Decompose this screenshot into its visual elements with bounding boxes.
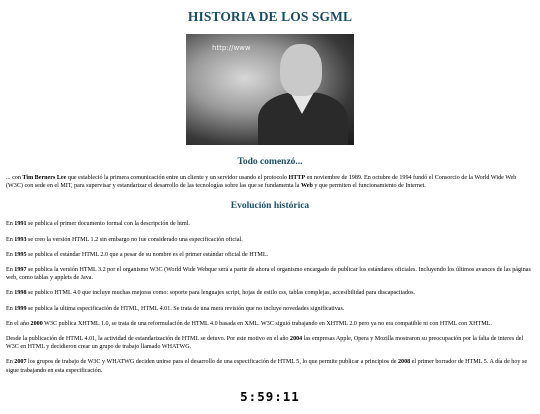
- history-text: En: [6, 221, 15, 228]
- history-year: 2004: [290, 336, 303, 343]
- intro-bold-web: Web: [300, 183, 313, 190]
- history-item: [6, 236, 534, 244]
- digital-clock: 5:59:11: [240, 388, 300, 404]
- history-year: 1998: [14, 290, 27, 297]
- history-heading: Evolución histórica: [230, 201, 310, 212]
- intro-heading: Todo comenzó...: [237, 157, 303, 167]
- intro-bold-protocol: HTTP: [288, 175, 306, 181]
- history-text: En: [6, 251, 15, 258]
- intro-paragraph: [6, 174, 534, 190]
- tim-berners-lee-photo: [186, 34, 354, 145]
- history-text: el primer borrador de HTML 5. A día de hoy se sigue trabajando en esta especificación.: [6, 359, 528, 374]
- history-item: [6, 251, 534, 259]
- history-text: las empresas Apple, Opera y Mozilla mostraron su preocupación por la falta de interes del W3C en HTML y decidieron crear un grupo de trabajo llamado WHATWG.: [6, 336, 524, 351]
- history-item: [6, 358, 534, 374]
- history-text: W3C publica XHTML 1.0, se trata de una reformulación de HTML 4.0 basada en XML. W3C siguió trabajando en XHTML 2.0 pero ya no era compatible ni con HTML con XHTML.: [42, 320, 492, 327]
- history-year: 2000: [30, 320, 43, 327]
- history-year: 1993: [14, 236, 27, 243]
- history-item: [6, 335, 534, 351]
- intro-text: en noviembre de 1989. En octubre de 1994 fundó el Consorcio de la World Wide Web (W3C) con sede en el MIT, para supervisar y estandarizar el desarrollo de las tecnologías sobre las que se fundamenta la: [6, 175, 517, 190]
- history-text: En: [6, 359, 15, 366]
- history-text: En: [6, 236, 15, 243]
- history-text: se publica la ultima especificación de HTML, HTML 4.01. Se trata de una mera revisión que no incluye novedades significativas.: [26, 305, 345, 312]
- intro-text: ... con: [6, 175, 23, 181]
- history-text: se publica el primer documento formal con la descripción de html.: [26, 221, 190, 228]
- history-text: los grupos de trabajo de W3C y WHATWG deciden unirse para el desarrollo de una especificación de HTML 5, lo que permite publicar a principios de: [26, 359, 398, 366]
- history-item: [6, 266, 534, 282]
- history-text: se publico HTML 4.0 que incluye muchas mejoras como: soporte para lenguajes script, hojas de estilo css, tablas complejas, accesibilidad para discapacitados.: [26, 290, 415, 297]
- history-text: En el año: [6, 320, 31, 327]
- photo-url-text: http://www: [212, 44, 251, 52]
- history-text: se creo la versión HTML 1.2 sin embargo no fue considerado una especificación oficial.: [26, 236, 243, 243]
- history-item: [6, 289, 534, 297]
- photo-person-head: [280, 44, 322, 96]
- history-year: 2008: [397, 359, 411, 366]
- page-title: HISTORIA DE LOS SGML: [187, 9, 353, 24]
- history-year: 1991: [14, 221, 27, 228]
- history-text: se publica el estándar HTML 2.0 que a pesar de su nombre es el primer estándar oficial de HTML.: [26, 251, 269, 258]
- history-year: 1997: [14, 267, 27, 274]
- history-text: En: [6, 305, 15, 312]
- history-text: En: [6, 267, 15, 274]
- intro-text: que estableció la primera comunicación entre un cliente y un servidor usando el protocolo: [66, 175, 289, 181]
- history-year: 1995: [14, 251, 27, 258]
- intro-text: y que permiten el funcionamiento de Internet.: [312, 183, 426, 190]
- intro-bold-name: Tim Berners Lee: [22, 175, 67, 181]
- history-list: [6, 220, 534, 374]
- history-item: [6, 320, 534, 328]
- history-text: se publica la versión HTML 3.2 por el organismo W3C (World Wide Webque será a partir de ahora el organismo encargado de publicar los estándares oficiales. Incluyendo los últimos avances de las páginas web, como tablas y applets de Java.: [6, 267, 531, 282]
- history-item: [6, 305, 534, 313]
- history-item: [6, 220, 534, 228]
- history-year: 1999: [14, 305, 27, 312]
- page: [0, 9, 540, 404]
- history-text: En: [6, 290, 15, 297]
- history-year: 2007: [14, 359, 27, 366]
- history-text: Desde la publicación de HTML 4.01, la actividad de estandarización de HTML se detuvo. Por este motivo en el año: [6, 336, 291, 343]
